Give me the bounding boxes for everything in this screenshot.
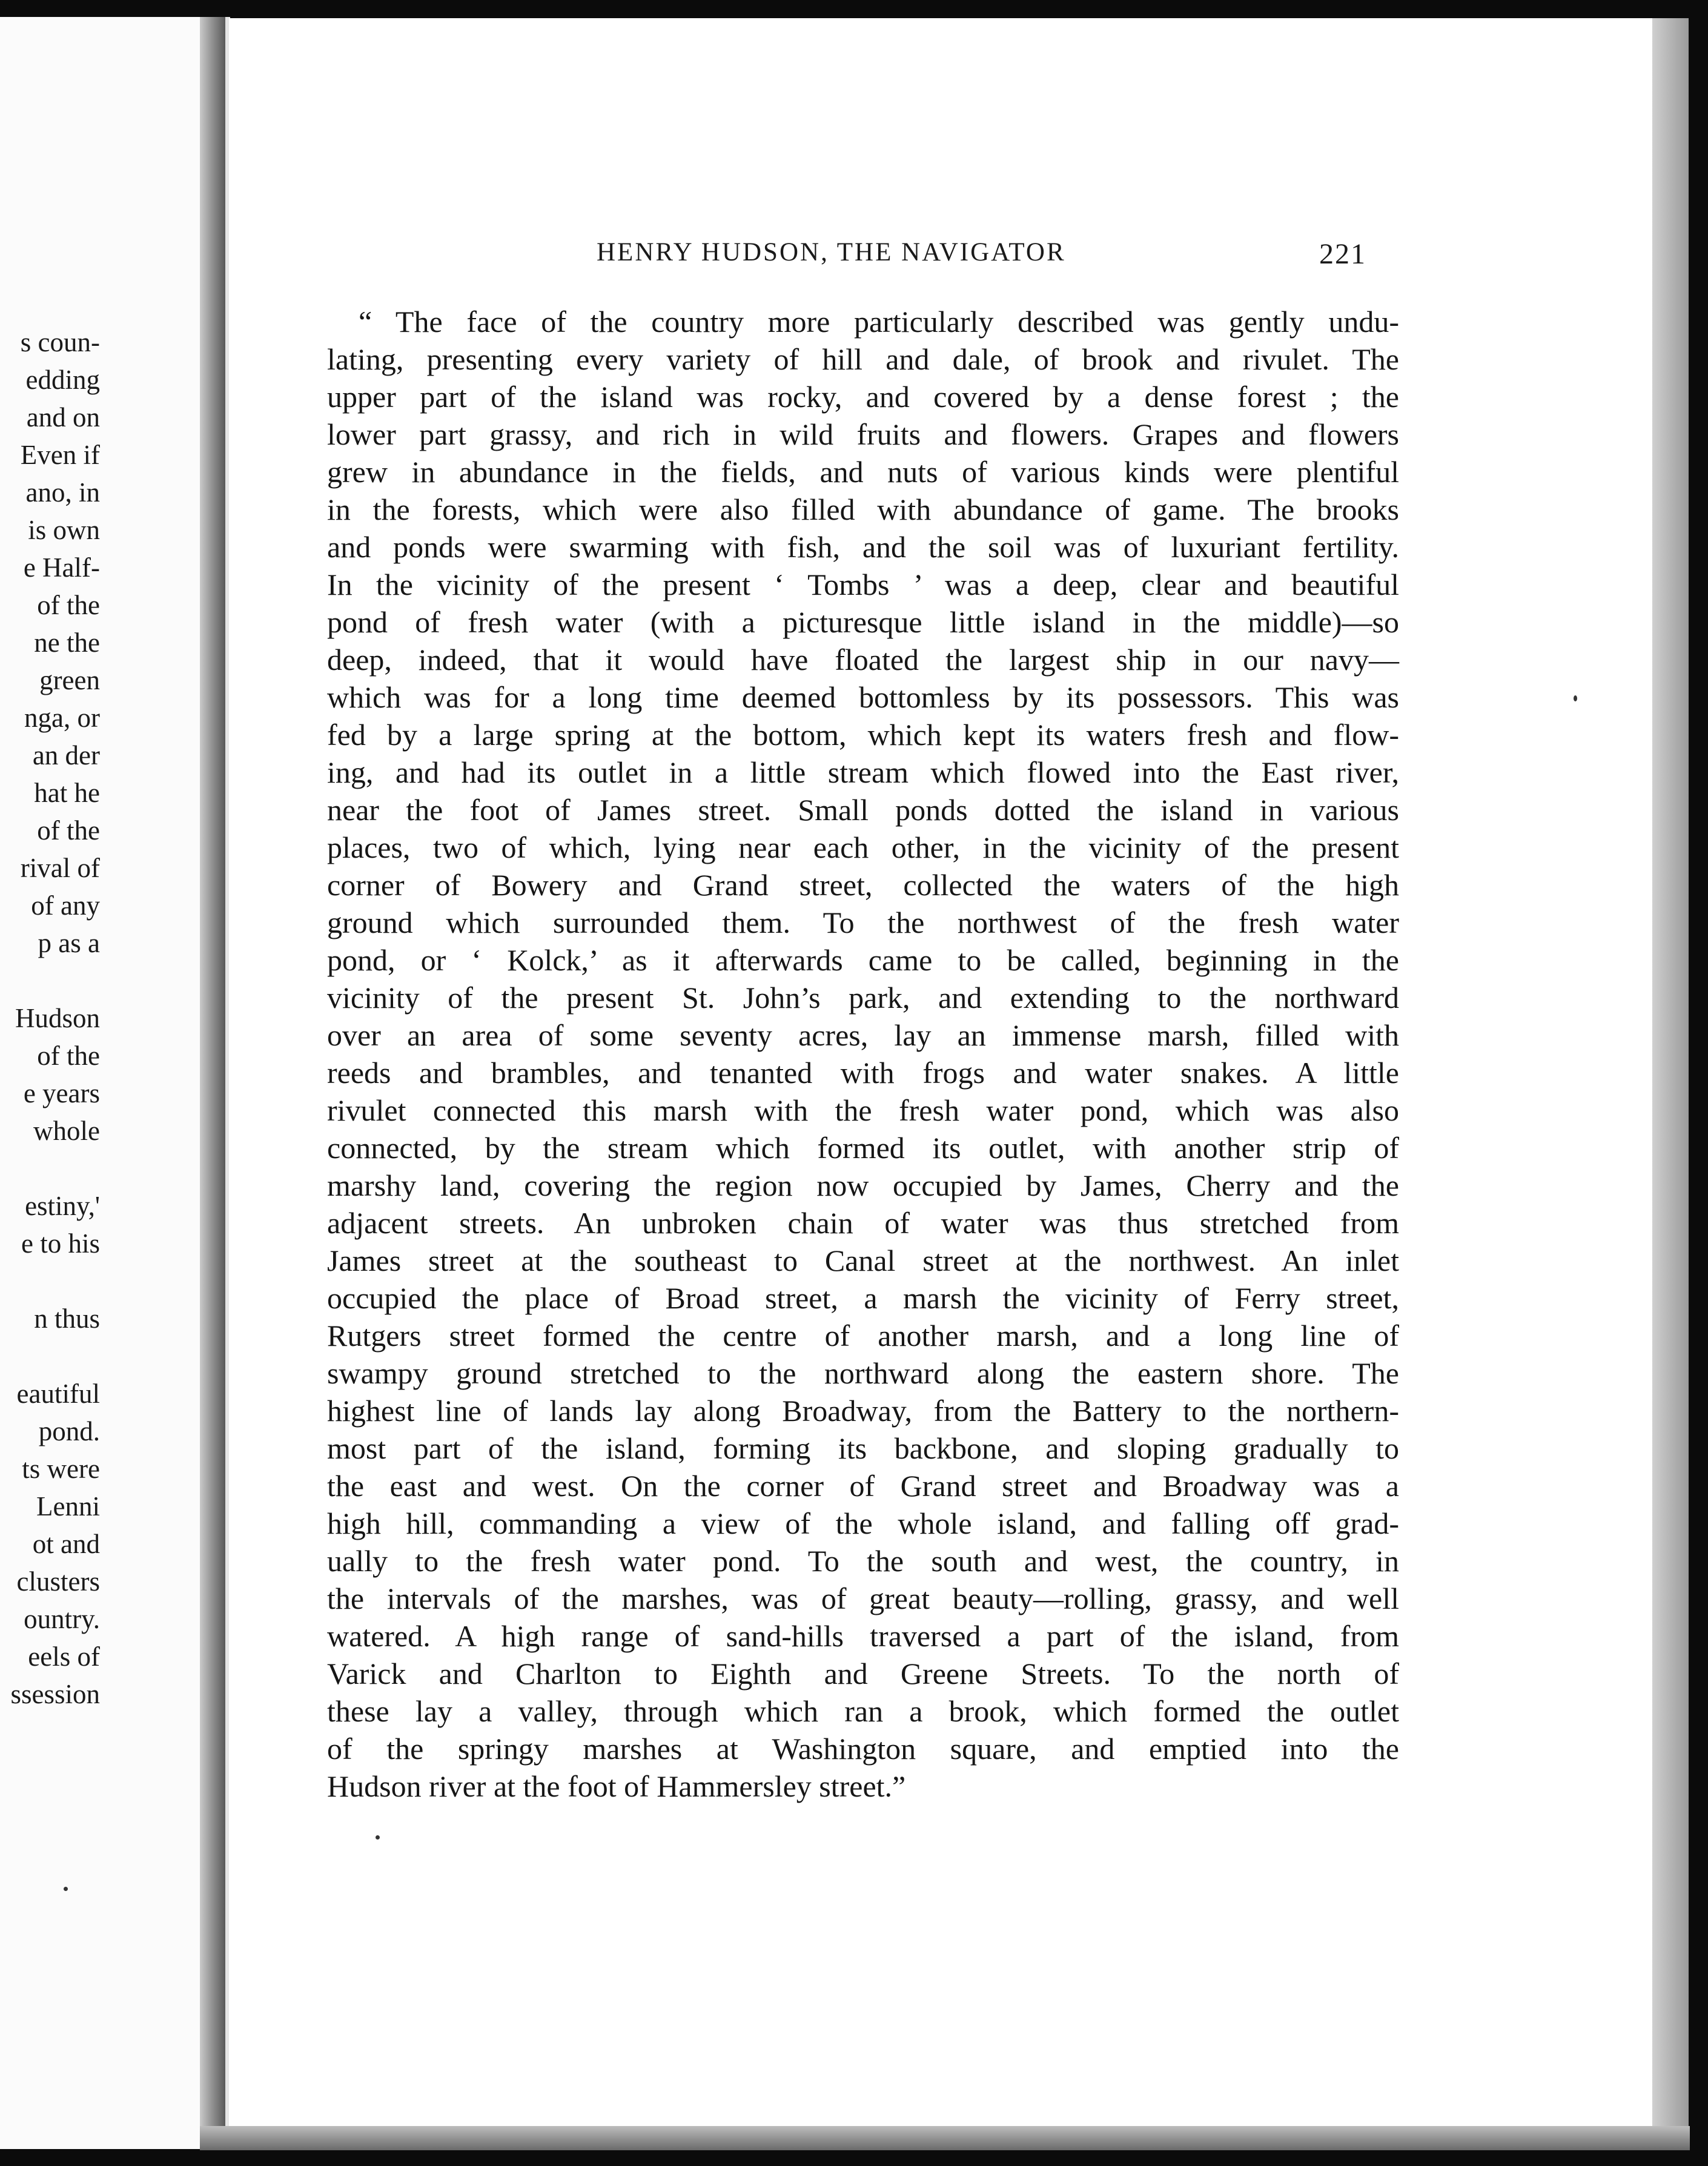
body-text-line: the east and west. On the corner of Grand street and Broadway was a xyxy=(327,1469,1399,1503)
left-page-line: ano, in xyxy=(25,477,100,508)
left-page-line: of the xyxy=(37,1041,100,1071)
body-text-line: fed by a large spring at the bottom, which kept its waters fresh and flow- xyxy=(327,718,1399,752)
left-page-line: e years xyxy=(23,1078,100,1108)
left-page-line: eautiful xyxy=(16,1379,100,1409)
left-page-line: Even if xyxy=(20,440,100,470)
body-text-line: Rutgers street formed the centre of another marsh, and a long line of xyxy=(327,1319,1399,1353)
body-text-line: over an area of some seventy acres, lay an immense marsh, filled with xyxy=(327,1018,1399,1052)
body-text-line: pond, or ‘ Kolck,’ as it afterwards came to be called, beginning in the xyxy=(327,943,1399,977)
body-text-line: grew in abundance in the fields, and nuts of various kinds were plentiful xyxy=(327,455,1399,489)
running-head: HENRY HUDSON, THE NAVIGATOR xyxy=(597,238,1066,267)
left-page-line: ountry. xyxy=(24,1604,100,1634)
body-text-line: Hudson river at the foot of Hammersley street.” xyxy=(327,1769,906,1803)
left-page-line: e to his xyxy=(21,1228,100,1259)
left-page-line: hat he xyxy=(34,778,100,808)
body-text-line: James street at the southeast to Canal street at the northwest. An inlet xyxy=(327,1244,1399,1277)
speck xyxy=(64,1887,68,1891)
body-text-line: pond of fresh water (with a picturesque little island in the middle)—so xyxy=(327,605,1399,639)
page-bottom-edge xyxy=(200,2126,1690,2150)
body-text-line: the intervals of the marshes, was of great beauty—rolling, grassy, and well xyxy=(327,1581,1399,1615)
body-text-line: near the foot of James street. Small ponds dotted the island in various xyxy=(327,793,1399,827)
left-page-line: rival of xyxy=(20,853,100,883)
left-page-line: e Half- xyxy=(23,552,100,583)
left-page-line: nga, or xyxy=(24,703,100,733)
body-text-line: Varick and Charlton to Eighth and Greene Streets. To the north of xyxy=(327,1657,1399,1691)
body-text-line: occupied the place of Broad street, a marsh the vicinity of Ferry street, xyxy=(327,1281,1399,1315)
body-text-line: reeds and brambles, and tenanted with frogs and water snakes. A little xyxy=(327,1056,1399,1090)
left-page-line: ot and xyxy=(32,1529,100,1559)
body-text-line: vicinity of the present St. John’s park, and extending to the northward xyxy=(327,981,1399,1015)
left-page-line: estiny,' xyxy=(25,1191,100,1221)
body-text-line: these lay a valley, through which ran a brook, which formed the outlet xyxy=(327,1694,1399,1728)
left-page-line: of any xyxy=(31,890,100,921)
body-text-line: rivulet connected this marsh with the fresh water pond, which was also xyxy=(327,1093,1399,1127)
body-text-line: corner of Bowery and Grand street, collected the waters of the high xyxy=(327,868,1399,902)
body-text-line: places, two of which, lying near each other, in the vicinity of the present xyxy=(327,830,1399,864)
left-page-line: Lenni xyxy=(36,1491,100,1522)
book-gutter-shadow xyxy=(200,17,225,2149)
left-page-line: of the xyxy=(37,590,100,620)
body-text-line: lating, presenting every variety of hill and dale, of brook and rivulet. The xyxy=(327,342,1399,376)
body-text-line: “ The face of the country more particularly described was gently undu- xyxy=(359,305,1399,339)
left-page-line: and on xyxy=(26,402,100,432)
body-text-line: high hill, commanding a view of the whole island, and falling off grad- xyxy=(327,1506,1399,1540)
page-number: 221 xyxy=(1319,238,1366,270)
body-text-line: and ponds were swarming with fish, and the soil was of luxuriant fertility. xyxy=(327,530,1399,564)
left-page xyxy=(0,17,215,2149)
left-page-line: n thus xyxy=(34,1303,100,1334)
left-page-line: p as a xyxy=(38,928,100,958)
body-text-line: most part of the island, forming its backbone, and sloping gradually to xyxy=(327,1431,1399,1465)
body-text-line: adjacent streets. An unbroken chain of water was thus stretched from xyxy=(327,1206,1399,1240)
speck xyxy=(376,1835,380,1840)
left-page-line: eels of xyxy=(28,1641,100,1672)
body-text-line: upper part of the island was rocky, and covered by a dense forest ; the xyxy=(327,380,1399,414)
left-page-line: edding xyxy=(25,365,100,395)
body-text-line: ually to the fresh water pond. To the south and west, the country, in xyxy=(327,1544,1399,1578)
body-text-line: In the vicinity of the present ‘ Tombs ’ was a deep, clear and beautiful xyxy=(327,568,1399,601)
left-page-line: pond. xyxy=(38,1416,100,1446)
body-text-line: ground which surrounded them. To the northwest of the fresh water xyxy=(327,906,1399,939)
left-page-line: ts were xyxy=(22,1454,100,1484)
left-page-line: clusters xyxy=(16,1566,100,1597)
speck xyxy=(1574,695,1577,701)
body-text-line: marshy land, covering the region now occupied by James, Cherry and the xyxy=(327,1168,1399,1202)
left-page-line: is own xyxy=(28,515,100,545)
body-text-line: watered. A high range of sand-hills traversed a part of the island, from xyxy=(327,1619,1399,1653)
left-page-line: an der xyxy=(32,740,100,770)
body-text-line: highest line of lands lay along Broadway, from the Battery to the northern- xyxy=(327,1394,1399,1428)
left-page-line: green xyxy=(39,665,100,695)
body-text-line: in the forests, which were also filled with abundance of game. The brooks xyxy=(327,492,1399,526)
body-text-line: of the springy marshes at Washington square, and emptied into the xyxy=(327,1732,1399,1766)
body-text-line: which was for a long time deemed bottomless by its possessors. This was xyxy=(327,680,1399,714)
page-right-edge-shadow xyxy=(1652,18,1689,2126)
body-text-line: swampy ground stretched to the northward along the eastern shore. The xyxy=(327,1356,1399,1390)
left-page-line: s coun- xyxy=(20,327,100,357)
left-page-line: Hudson xyxy=(15,1003,100,1033)
body-text-line: connected, by the stream which formed its outlet, with another strip of xyxy=(327,1131,1399,1165)
left-page-line: ssession xyxy=(10,1679,100,1709)
body-text-line: lower part grassy, and rich in wild fruits and flowers. Grapes and flowers xyxy=(327,417,1399,451)
left-page-line: of the xyxy=(37,815,100,846)
left-page-line: ne the xyxy=(34,628,100,658)
body-text-line: deep, indeed, that it would have floated the largest ship in our navy— xyxy=(327,643,1399,677)
left-page-line: whole xyxy=(33,1116,100,1146)
body-text-line: ing, and had its outlet in a little stream which flowed into the East river, xyxy=(327,755,1399,789)
